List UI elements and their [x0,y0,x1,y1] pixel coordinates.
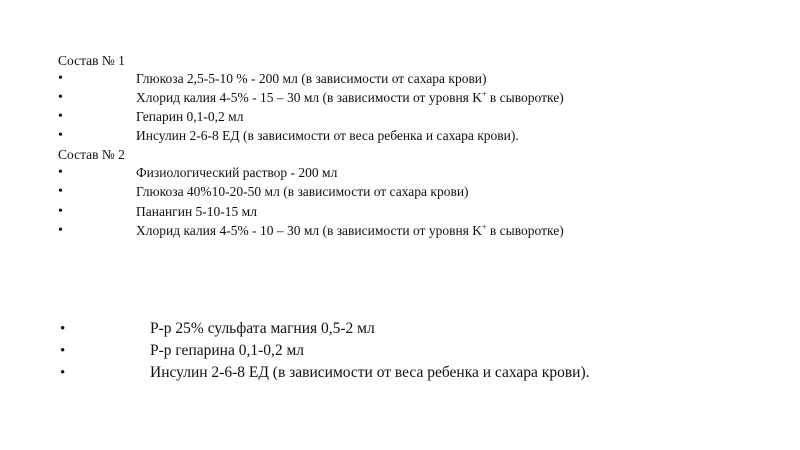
list-item-text: Глюкоза 40%10-20-50 мл (в зависимости от сахара крови) [136,184,469,199]
list-item [0,71,800,90]
bullet-icon: • [60,365,66,381]
list-item-text-tail: в сыворотке) [486,90,564,105]
bullet-icon: • [58,71,63,86]
bullet-icon: • [60,343,66,359]
section1-heading: Состав № 1 [58,53,125,68]
bullet-icon: • [58,184,63,199]
list-item-text: Р-р 25% сульфата магния 0,5-2 мл [150,320,375,337]
list-item-text-main: Хлорид калия 4-5% - 10 – 30 мл (в зависимости от уровня K [136,223,483,238]
bullet-icon: • [58,165,63,180]
bullet-icon: • [58,204,63,219]
superscript-charge: + [482,89,487,99]
list-item-text [136,223,564,239]
list-item [0,223,800,242]
list-item [0,204,800,223]
list-item [0,128,800,147]
bullet-icon: • [58,223,63,238]
list-item-text: Р-р гепарина 0,1-0,2 мл [150,342,305,359]
list-item-text [136,90,564,106]
list-item-text: Инсулин 2-6-8 ЕД (в зависимости от веса ребенка и сахара крови). [150,364,590,381]
bullet-icon: • [58,128,63,143]
list-item [0,364,800,386]
list-item-text: Панангин 5-10-15 мл [136,204,257,219]
list-item-text: Инсулин 2-6-8 ЕД (в зависимости от веса ребенка и сахара крови). [136,128,519,143]
list-item-text: Глюкоза 2,5-5-10 % - 200 мл (в зависимости от сахара крови) [136,71,487,86]
list-item [0,109,800,128]
bullet-icon: • [60,321,66,337]
list-item [0,165,800,184]
superscript-charge: + [482,222,487,232]
list-item-text-tail: в сыворотке) [486,223,564,238]
list-item-text-main: Хлорид калия 4-5% - 15 – 30 мл (в зависимости от уровня K [136,90,483,105]
list-item-text: Физиологический раствор - 200 мл [136,165,338,180]
bullet-icon: • [58,109,63,124]
list-item [0,184,800,203]
bullet-icon: • [58,90,63,105]
list-item [0,90,800,109]
list-item [0,342,800,364]
list-item [0,320,800,342]
section2-heading: Состав № 2 [58,147,125,162]
list-item-text: Гепарин 0,1-0,2 мл [136,109,244,124]
